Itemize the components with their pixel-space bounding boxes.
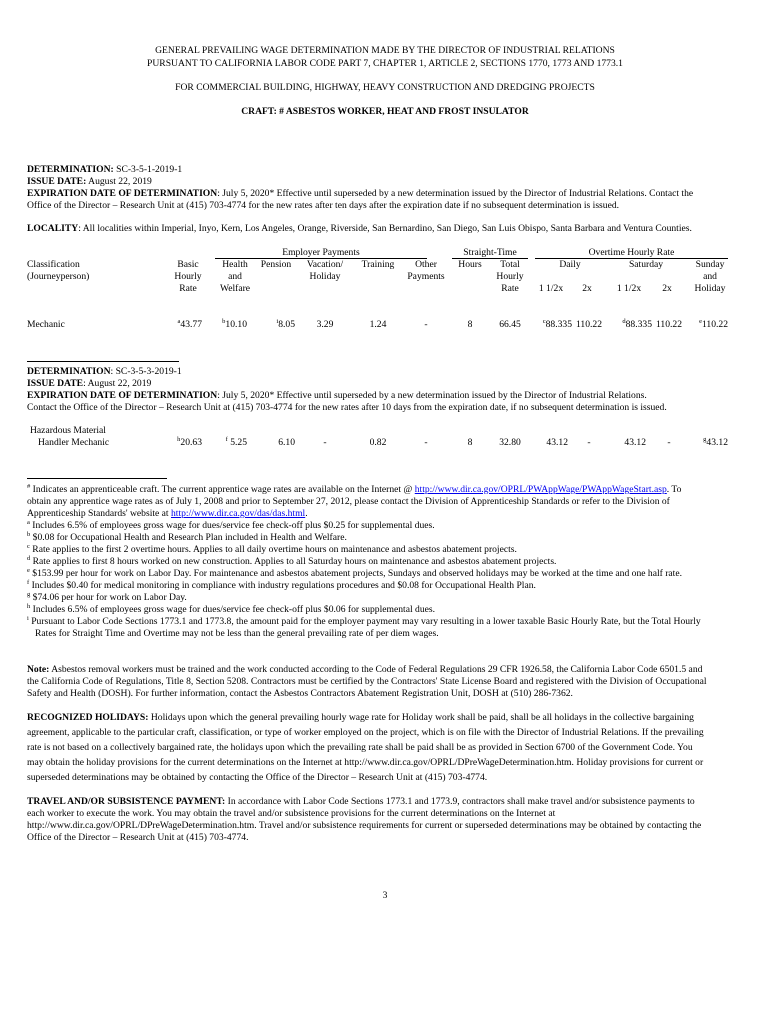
footnote-g: $^g$ $74.06 per hour for work on Labor Day. xyxy=(27,590,187,603)
note-label: Note: xyxy=(27,664,50,675)
row-other: - xyxy=(424,319,428,330)
employer-payments-heading: Employer Payments xyxy=(282,247,360,258)
holidays-line1: RECOGNIZED HOLIDAYS: Holidays upon which the general prevailing hourly wage rate for Holiday work shall be paid, shall be all holidays in the collective bargaining xyxy=(27,712,694,723)
locality-label: LOCALITY xyxy=(27,223,79,234)
col-vacation-holiday: Holiday xyxy=(309,271,341,282)
col-saturday: Saturday xyxy=(628,259,664,270)
row-sunday-holiday: $^g$43.12 xyxy=(703,435,728,448)
craft-title: CRAFT: # ASBESTOS WORKER, HEAT AND FROST INSULATOR xyxy=(241,106,529,117)
row-saturday-1-5x: 43.12 xyxy=(624,437,646,448)
row-health-welfare: $^b$10.10 xyxy=(222,317,247,330)
col-basic: Basic xyxy=(177,259,199,270)
row-training: 1.24 xyxy=(369,319,387,330)
issue-label: ISSUE DATE xyxy=(27,378,84,389)
row-daily-2x: - xyxy=(587,437,591,448)
overtime-heading: Overtime Hourly Rate xyxy=(588,247,675,258)
header-line-3: FOR COMMERCIAL BUILDING, HIGHWAY, HEAVY CONSTRUCTION AND DREDGING PROJECTS xyxy=(175,82,595,93)
row-vacation: 3.29 xyxy=(316,319,334,330)
row-other: - xyxy=(424,437,428,448)
row-sunday-holiday: $^e$110.22 xyxy=(699,317,728,330)
apprentice-wage-link[interactable]: http://www.dir.ca.gov/OPRL/PWAppWage/PWAppWageStart.asp xyxy=(414,484,667,495)
col-saturday-2x: 2x xyxy=(662,283,672,294)
col-saturday-1-5x: 1 1/2x xyxy=(616,283,642,294)
row-basic-rate: $^h$20.63 xyxy=(177,435,202,448)
footnote-d: $^d$ Rate applies to first 8 hours worked on new construction. Applies to all Saturday hours on maintenance and asbestos abatement projects. xyxy=(27,554,557,567)
note-line1: Note: Asbestos removal workers must be trained and the work conducted according to the Code of Federal Regulations 29 CFR 1926.58, the California Labor Code 6501.5 and xyxy=(27,664,703,675)
das-website-link[interactable]: http://www.dir.ca.gov/das/das.html xyxy=(171,508,306,519)
col-journeyperson: (Journeyperson) xyxy=(27,271,90,282)
footnote-i-line2: Rates for Straight Time and Overtime may not be less than the general prevailing rate of per diem wages. xyxy=(35,628,439,639)
travel-line2: each worker to execute the work. You may obtain the travel and/or subsistence provisions for the current determinations on the Internet at xyxy=(27,808,556,819)
determination-label: DETERMINATION: xyxy=(27,164,114,175)
col-other-payments: Payments xyxy=(407,271,445,282)
row-saturday-1-5x: $^d$88.335 xyxy=(622,317,652,330)
travel-line3: http://www.dir.ca.gov/OPRL/DPreWageDetermination.htm. Travel and/or subsistence requirements for current or superseded determinations may be obtained by contacting the xyxy=(27,820,702,831)
row-saturday-2x: 110.22 xyxy=(655,319,683,330)
issue-value: August 22, 2019 xyxy=(86,176,152,187)
expiration-2 xyxy=(27,390,647,402)
issue-date-2 xyxy=(27,378,151,390)
footnote-c: $^c$ Rate applies to the first 2 overtime hours. Applies to all daily overtime hours on maintenance and asbestos abatement projects. xyxy=(27,542,517,555)
col-sunday: Sunday xyxy=(695,259,725,270)
footnote-f: $^f$ Includes $0.40 for medical monitoring in compliance with industry regulations procedures and $0.08 for Occupational Health Plan. xyxy=(27,578,536,591)
holidays-line3: rate is not based on a collectively bargained rate, the holidays upon which the prevailing rate shall be paid shall be as provided in Section 6700 of the Government Code. You xyxy=(27,742,693,753)
page-number: 3 xyxy=(382,890,388,901)
col-daily-1-5x: 1 1/2x xyxy=(538,283,564,294)
holidays-line5: superseded determinations may be obtained by contacting the Office of the Director – Research Unit at (415) 703-4774. xyxy=(27,772,488,783)
determination-label: DETERMINATION xyxy=(27,366,111,377)
col-daily: Daily xyxy=(559,259,581,270)
determination-1 xyxy=(27,164,182,176)
row-classification: Mechanic xyxy=(27,319,65,330)
col-hours: Hours xyxy=(458,259,482,270)
col-classification: Classification xyxy=(27,259,80,270)
locality-text: : All localities within Imperial, Inyo, Kern, Los Angeles, Orange, Riverside, San Bernardino, San Diego, San Luis Obispo, Santa Barbara and Ventura Counties. xyxy=(78,223,692,234)
travel-label: TRAVEL AND/OR SUBSISTENCE PAYMENT: xyxy=(27,796,226,807)
row-total: 66.45 xyxy=(499,319,521,330)
header-line-1: GENERAL PREVAILING WAGE DETERMINATION MADE BY THE DIRECTOR OF INDUSTRIAL RELATIONS xyxy=(155,45,615,56)
determination-value: SC-3-5-1-2019-1 xyxy=(113,164,183,175)
expiration-2-line2: Contact the Office of the Director – Research Unit at (415) 703-4774 for the new rates after 10 days from the expiration date, if no subsequent determination is issued. xyxy=(27,402,667,413)
col-pension: Pension xyxy=(260,259,292,270)
expiration-label: EXPIRATION DATE OF DETERMINATION xyxy=(27,188,218,199)
row-pension: 6.10 xyxy=(278,437,295,448)
row-hours: 8 xyxy=(467,319,473,330)
row-classification-line2: Handler Mechanic xyxy=(38,437,110,448)
row-classification-line1: Hazardous Material xyxy=(30,425,106,436)
row-pension: $^i$8.05 xyxy=(276,317,295,330)
expiration-1-line2: Office of the Director – Research Unit at (415) 703-4774 for the new rates after ten days after the expiration date if no subsequent determination is issued. xyxy=(27,200,620,211)
col-sunday-and: and xyxy=(703,271,717,282)
row-daily-1-5x: 43.12 xyxy=(546,437,568,448)
expiration-1 xyxy=(27,188,747,200)
expiration-text: : July 5, 2020* Effective until superseded by a new determination issued by the Director of Industrial Relations. Contact the xyxy=(217,188,694,199)
expiration-text: : July 5, 2020* Effective until superseded by a new determination issued by the Director of Industrial Relations. xyxy=(217,390,647,401)
issue-value: : August 22, 2019 xyxy=(83,378,152,389)
row-total: 32.80 xyxy=(499,437,521,448)
note-line3: Safety and Health (DOSH). For further information, contact the Asbestos Contractors Abatement Registration Unit, DOSH at (510) 286-7362. xyxy=(27,688,573,699)
col-health: Health xyxy=(222,259,248,270)
col-vacation: Vacation/ xyxy=(306,259,344,270)
locality xyxy=(27,223,692,235)
holidays-line2: agreement, applicable to the particular craft, classification, or type of worker employed on the project, which is on file with the Director of Industrial Relations. If the prevailing xyxy=(27,727,704,738)
col-basic-hourly: Hourly xyxy=(174,271,202,282)
footnote-a: $^a$ Includes 6.5% of employees gross wage for dues/service fee check-off plus $0.25 for supplemental dues. xyxy=(27,518,435,531)
col-basic-rate: Rate xyxy=(179,283,197,294)
header-line-2: PURSUANT TO CALIFORNIA LABOR CODE PART 7, CHAPTER 1, ARTICLE 2, SECTIONS 1770, 1773 AND 1773.1 xyxy=(147,58,623,69)
row-health-welfare: $^f$ 5.25 xyxy=(225,435,247,448)
footnote-b: $^b$ $0.08 for Occupational Health and Research Plan included in Health and Welfare. xyxy=(27,530,347,543)
separator xyxy=(27,361,179,362)
determination-value: : SC-3-5-3-2019-1 xyxy=(110,366,182,377)
row-daily-1-5x: $^c$88.335 xyxy=(542,317,572,330)
footnote-i: $^i$ Pursuant to Labor Code Sections 1773.1 and 1773.8, the amount paid for the employer payment may vary resulting in a lower taxable Basic Hourly Rate, but the Total Hourly xyxy=(27,614,701,627)
col-total-hourly: Hourly xyxy=(496,271,524,282)
col-total-rate: Rate xyxy=(501,283,519,294)
travel-line4: Office of the Director – Research Unit at (415) 703-4774. xyxy=(27,832,249,843)
determination-2 xyxy=(27,366,182,378)
holidays-line4: may obtain the holiday provisions for the current determinations on the Internet at http://www.dir.ca.gov/OPRL/DPreWageDetermination.htm. Holiday provisions for current or xyxy=(27,757,704,768)
col-daily-2x: 2x xyxy=(582,283,592,294)
col-sunday-holiday: Holiday xyxy=(694,283,726,294)
straight-time-heading: Straight-Time xyxy=(463,247,517,258)
col-other: Other xyxy=(415,259,437,270)
footnote-hash: # Indicates an apprenticeable craft. The current apprentice wage rates are available on the Internet @ http://www.dir.ca.gov/OPRL/PWAppWage/PWAppWageStart.asp. To xyxy=(27,482,682,495)
row-basic-rate: $^a$43.77 xyxy=(177,317,202,330)
expiration-label: EXPIRATION DATE OF DETERMINATION xyxy=(27,390,218,401)
footnote-h: $^h$ Includes 6.5% of employees gross wage for dues/service fee check-off plus $0.06 for supplemental dues. xyxy=(27,602,436,615)
col-health-and: and xyxy=(228,271,242,282)
footnote-e: $^e$ $153.99 per hour for work on Labor Day. For maintenance and asbestos abatement projects, Sundays and observed holidays may be worked at the time and one half rate. xyxy=(27,566,682,579)
col-total: Total xyxy=(500,259,520,270)
travel-line1: TRAVEL AND/OR SUBSISTENCE PAYMENT: In accordance with Labor Code Sections 1773.1 and 1773.9, contractors shall make travel and/or subsistence payments to xyxy=(27,796,695,807)
note-line2: the California Code of Regulations, Title 8, Section 5208. Contractors must be certified by the Contractors' State License Board and registered with the Division of Occupational xyxy=(27,676,707,687)
row-vacation: - xyxy=(323,437,327,448)
row-hours: 8 xyxy=(467,437,473,448)
footnote-hash-line3: Apprenticeship Standards' website at http://www.dir.ca.gov/das/das.html. xyxy=(27,508,308,519)
row-saturday-2x: - xyxy=(667,437,671,448)
row-training: 0.82 xyxy=(369,437,387,448)
row-daily-2x: 110.22 xyxy=(575,319,603,330)
footnote-hash-line2: obtain any apprentice wage rates as of July 1, 2008 and prior to September 27, 2012, please contact the Division of Apprenticeship Standards or refer to the Division of xyxy=(27,496,670,507)
issue-label: ISSUE DATE: xyxy=(27,176,87,187)
holidays-label: RECOGNIZED HOLIDAYS: xyxy=(27,712,149,723)
col-health-welfare: Welfare xyxy=(219,283,251,294)
col-training: Training xyxy=(361,259,395,270)
issue-date-1 xyxy=(27,176,152,188)
footnote-separator xyxy=(27,478,167,479)
